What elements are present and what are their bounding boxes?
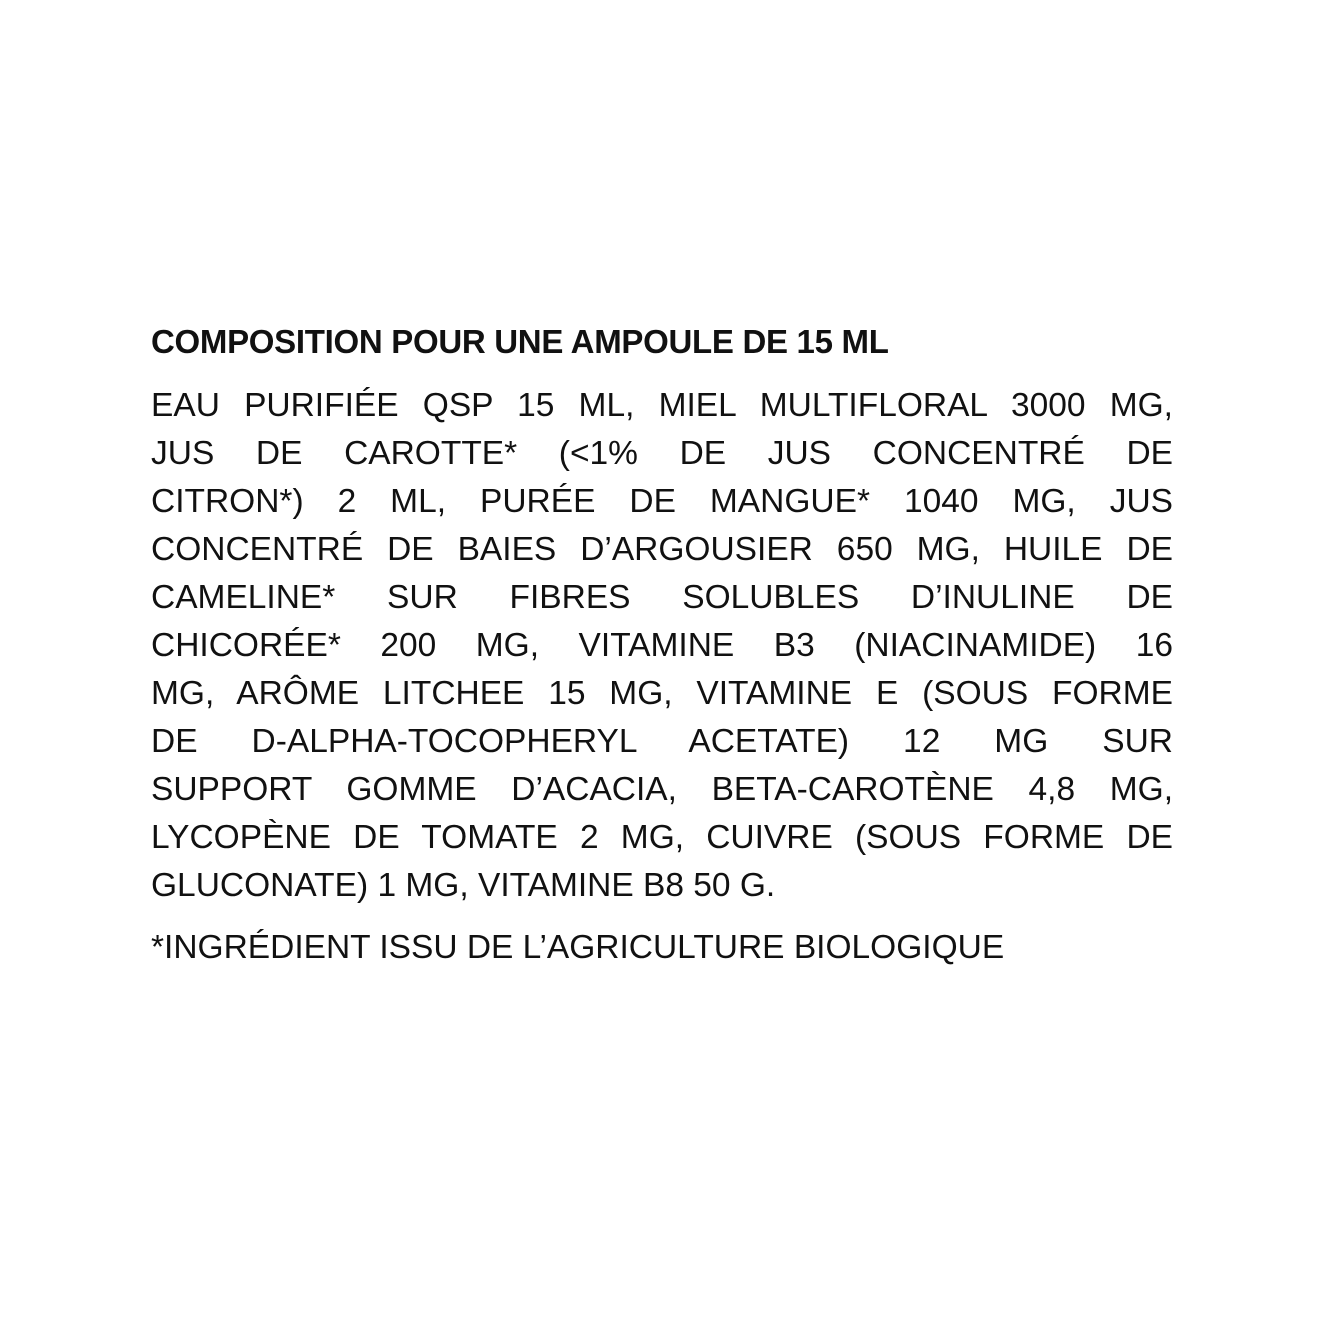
ingredients-line: JUS DE CAROTTE* (<1% DE JUS CONCENTRÉ DE	[151, 435, 1173, 472]
ingredients-line: LYCOPÈNE DE TOMATE 2 MG, CUIVRE (SOUS FORME DE	[151, 819, 1173, 856]
ingredients-line: CAMELINE* SUR FIBRES SOLUBLES D’INULINE DE	[151, 579, 1173, 616]
ingredients-line: MG, ARÔME LITCHEE 15 MG, VITAMINE E (SOUS FORME	[151, 675, 1173, 712]
organic-footnote: *INGRÉDIENT ISSU DE L’AGRICULTURE BIOLOGIQUE	[151, 929, 1005, 966]
ingredients-line: DE D-ALPHA-TOCOPHERYL ACETATE) 12 MG SUR	[151, 723, 1173, 760]
ingredients-paragraph	[151, 382, 1173, 910]
ingredients-line: EAU PURIFIÉE QSP 15 ML, MIEL MULTIFLORAL 3000 MG,	[151, 387, 1173, 424]
composition-title: COMPOSITION POUR UNE AMPOULE DE 15 ML	[151, 323, 889, 360]
ingredients-line: CONCENTRÉ DE BAIES D’ARGOUSIER 650 MG, HUILE DE	[151, 531, 1173, 568]
ingredients-line: SUPPORT GOMME D’ACACIA, BETA-CAROTÈNE 4,8 MG,	[151, 771, 1173, 808]
composition-block	[151, 318, 1173, 972]
ingredients-line: GLUCONATE) 1 MG, VITAMINE B8 50 G.	[151, 867, 776, 904]
ingredients-line: CHICORÉE* 200 MG, VITAMINE B3 (NIACINAMIDE) 16	[151, 627, 1173, 664]
ingredients-line: CITRON*) 2 ML, PURÉE DE MANGUE* 1040 MG, JUS	[151, 483, 1173, 520]
